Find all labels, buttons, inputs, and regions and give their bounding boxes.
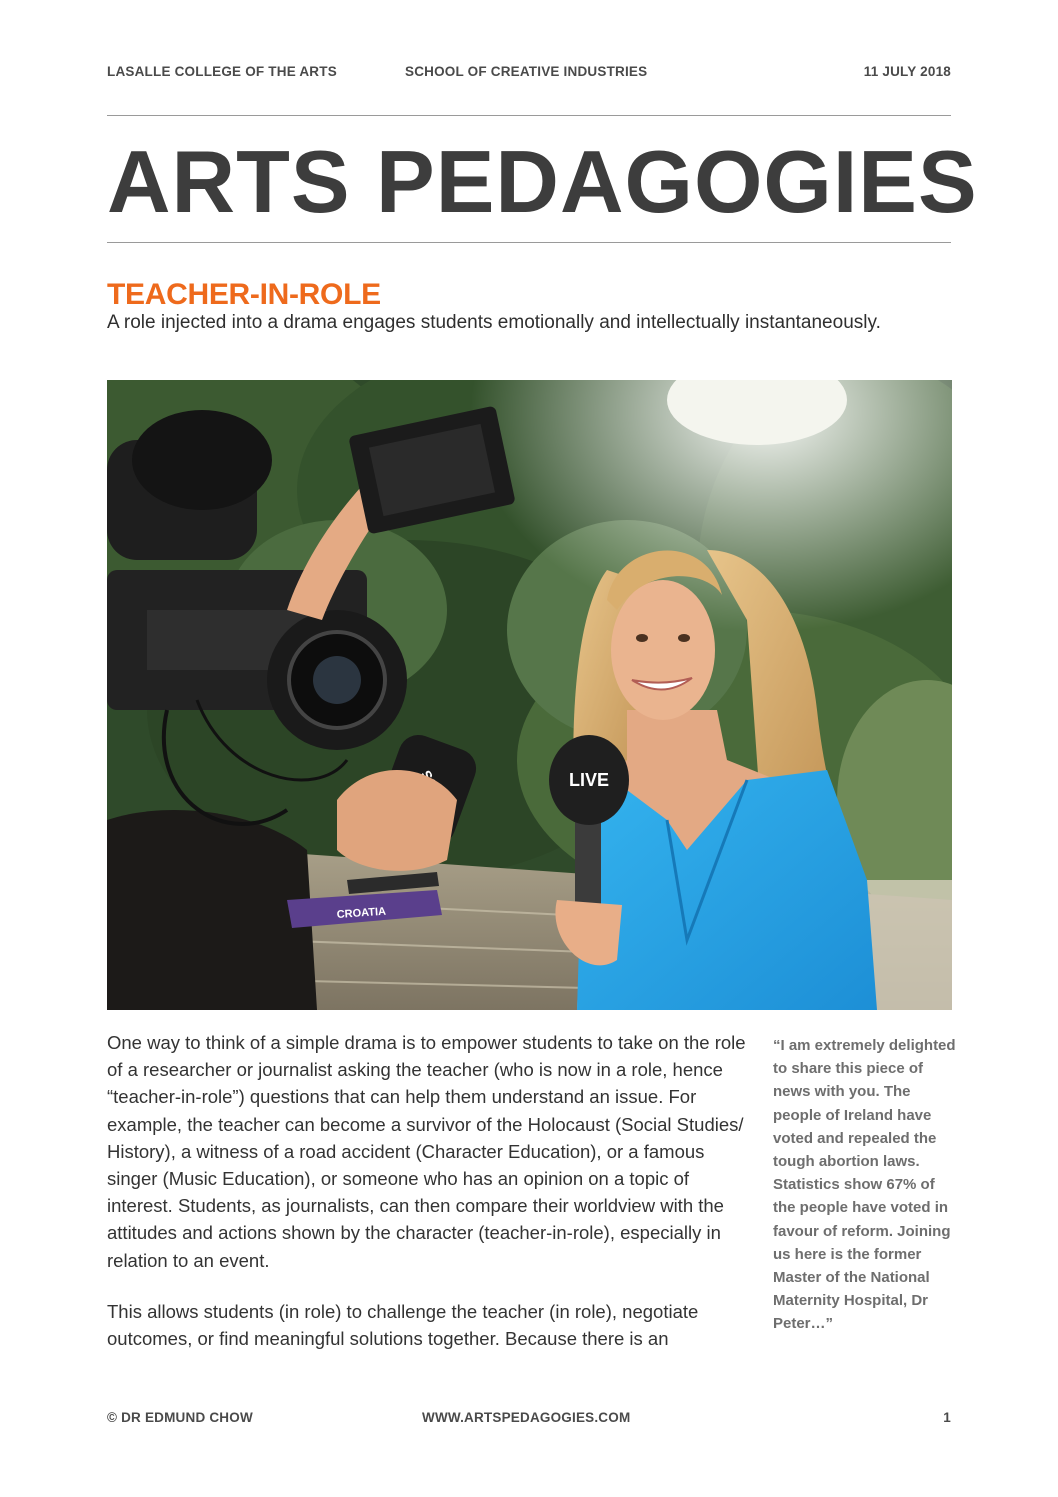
pull-quote: “I am extremely delighted to share this piece of news with you. The people of Ireland have voted and repealed the tough abortion laws. Statistics show 67% of the people have voted in favour of reform. Joining us here is the former Master of the National Maternity Hospital, Dr Peter…” [773,1037,956,1333]
header-institution: LASALLE COLLEGE OF THE ARTS [107,64,337,79]
body-paragraph-1: One way to think of a simple drama is to empower students to take on the role of a researcher or journalist asking the teacher (who is now in a role, hence “teacher-in-role”) questions that can help them understand an issue. For example, the teacher can become a survivor of the Holocaust (Social Studies/ History), a witness of a road accident (Character Education), or a famous singer (Music Education), or someone who has an opinion on a topic of interest. Students, as journalists, can then compare their worldview with the attitudes and actions shown by the character (teacher-in-role), especially in relation to an event. [107,1032,746,1271]
footer-author: © DR EDMUND CHOW [107,1410,253,1425]
footer-website-link[interactable]: WWW.ARTSPEDAGOGIES.COM [422,1410,631,1425]
wristband-label: CROATIA [336,905,387,921]
mic-brand-label: LIVE [568,770,610,790]
header-rule-bottom [107,242,951,243]
header-rule-top [107,115,951,116]
body-paragraph-2: This allows students (in role) to challenge the teacher (in role), negotiate outcomes, or find meaningful solutions together. Because there is an [107,1301,699,1350]
page-title: ARTS PEDAGOGIES [107,132,978,231]
page-number: 1 [943,1410,951,1425]
header-school: SCHOOL OF CREATIVE INDUSTRIES [405,64,648,79]
header-date: 11 JULY 2018 [863,64,951,79]
section-lead: A role injected into a drama engages students emotionally and intellectually instantaneously. [107,312,881,333]
reporter-interview-photo [107,380,952,1010]
section-heading: TEACHER-IN-ROLE [107,278,381,311]
